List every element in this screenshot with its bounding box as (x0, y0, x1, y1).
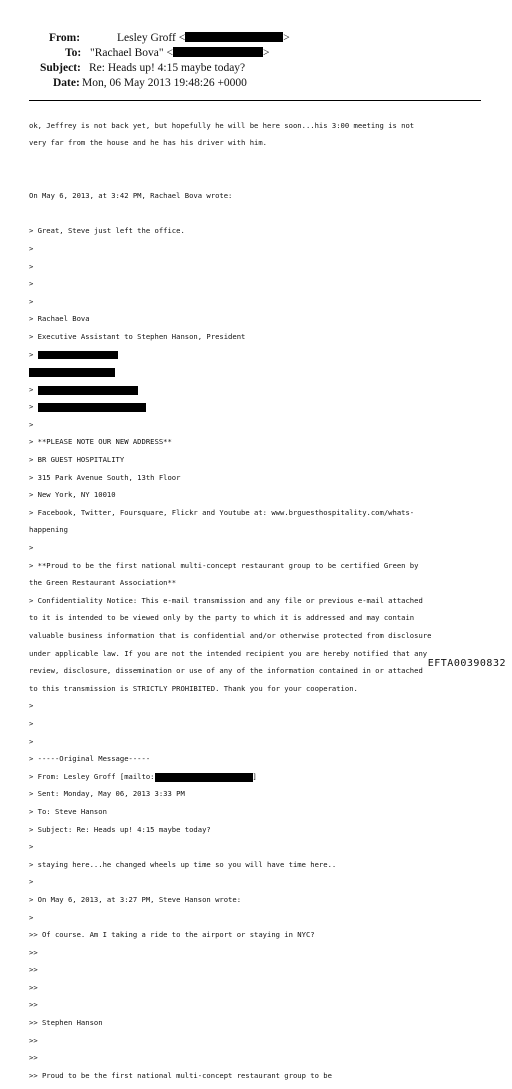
body-line: > New York, NY 10010 (29, 490, 116, 500)
quote-line: > (29, 842, 34, 852)
to-row: To: "Rachael Bova" < > (65, 47, 270, 59)
redaction-block (173, 47, 263, 57)
subject-label: Subject: (40, 62, 81, 74)
body-line: On May 6, 2013, at 3:42 PM, Rachael Bova wrote: (29, 191, 233, 201)
quote-line: >> (29, 965, 38, 975)
quote-line: > (29, 419, 34, 429)
body-line: > Great, Steve just left the office. (29, 226, 185, 236)
quote-line: > (29, 877, 34, 887)
quote-line: >> (29, 1035, 38, 1045)
body-line: very far from the house and he has his driver with him. (29, 138, 267, 148)
redaction-block (38, 403, 146, 412)
quote-line: >> (29, 982, 38, 992)
quote-line: >> (29, 1000, 38, 1010)
quote-line: > (29, 912, 34, 922)
body-line: > -----Original Message----- (29, 754, 151, 764)
body-line: valuable business information that is confidential and/or otherwise protected from disclosure (29, 631, 432, 641)
body-line: happening (29, 525, 68, 535)
quote-line: > (29, 543, 34, 553)
date-row (0, 77, 512, 92)
from-label: From: (49, 32, 81, 44)
body-line: >> Of course. Am I taking a ride to the airport or staying in NYC? (29, 930, 315, 940)
body-line: >> Proud to be the first national multi-concept restaurant group to be (29, 1070, 332, 1080)
document-id: EFTA00390832 (427, 658, 506, 669)
body-line: ok, Jeffrey is not back yet, but hopefully he will be here soon...his 3:00 meeting is not (29, 120, 415, 130)
body-line: > Confidentiality Notice: This e-mail transmission and any file or previous e-mail attached (29, 595, 423, 605)
body-line: to this transmission is STRICTLY PROHIBITED. Thank you for your cooperation. (29, 683, 358, 693)
body-line: > Sent: Monday, May 06, 2013 3:33 PM (29, 789, 185, 799)
quote-line: >> (29, 947, 38, 957)
quote-line: > (29, 279, 34, 289)
redaction-block (38, 351, 118, 360)
body-line: > Executive Assistant to Stephen Hanson, President (29, 331, 246, 341)
body-line: >> Stephen Hanson (29, 1018, 103, 1028)
email-body: ok, Jeffrey is not back yet, but hopefully he will be here soon...his 3:00 meeting is not very far from the house and he has his driver with him. On May 6, 2013, at 3:42 PM, Rachael Bova wrote: > Great, Steve just left the office. > > > > > Rachael Bova > Executive Assistant to Stephen Hanson, President > > > > > **PLEASE NOTE OUR NEW ADDRESS** > BR GUEST HOSPITALITY > 315 Park Avenue South, 13th Floor > New York, NY 10010 > Facebook, Twitter, Foursquare, Flickr and Youtube at: www.brguesthospitality.com/whats- happening > > **Proud to be the first national multi-concept restaurant group to be certified Green by the Green Restaurant Association** > Confidentiality Notice: This e-mail transmission and any file or previous e-mail attached to it is intended to be viewed only by the party to which it is addressed and may contain valuable business information that is confidential and/or otherwise protected from disclosure under applicable law. If you are not the intended recipient you are hereby notified that any review, disclosure, dissemination or use of any of the information contained in or attached to this transmission is STRICTLY PROHIBITED. Thank you for your cooperation. > > > > -----Original Message----- > From: Lesley Groff [mailto: ] > Sent: Monday, May 06, 2013 3:33 PM > To: Steve Hanson > Subject: Re: Heads up! 4:15 maybe today? > > staying here...he changed wheels up time so you will have time here.. > > On May 6, 2013, at 3:27 PM, Steve Hanson wrote: > >> Of course. Am I taking a ride to the airport or staying in NYC? >> >> >> >> >> Stephen Hanson >> >> >> Proud to be the first national multi-concept restaurant group to be (29, 113, 489, 1089)
body-line: > **PLEASE NOTE OUR NEW ADDRESS** (29, 437, 172, 447)
quote-line: > (29, 736, 34, 746)
to-label: To: (65, 47, 82, 59)
quote-line: > (29, 718, 34, 728)
subject-value: Re: Heads up! 4:15 maybe today? (89, 62, 246, 74)
body-line: > Facebook, Twitter, Foursquare, Flickr and Youtube at: www.brguesthospitality.com/whats- (29, 507, 415, 517)
from-row: From: Lesley Groff < > (49, 32, 290, 44)
body-line: > BR GUEST HOSPITALITY (29, 455, 125, 465)
quote-line: > (29, 243, 34, 253)
from-value: Lesley Groff < (117, 32, 186, 44)
body-line: > On May 6, 2013, at 3:27 PM, Steve Hanson wrote: (29, 894, 242, 904)
body-line: the Green Restaurant Association** (29, 578, 177, 588)
body-line: > 315 Park Avenue South, 13th Floor (29, 472, 181, 482)
email-header (0, 32, 512, 92)
date-value: Mon, 06 May 2013 19:48:26 +0000 (82, 77, 247, 89)
body-line: under applicable law. If you are not the intended recipient you are hereby notified that any (29, 648, 428, 658)
redaction-block (29, 368, 115, 377)
redaction-block (155, 773, 253, 782)
redaction-block (185, 32, 283, 42)
body-line: > To: Steve Hanson (29, 806, 107, 816)
subject-row (0, 62, 512, 77)
header-divider (29, 100, 481, 101)
body-line: to it is intended to be viewed only by the party to which it is addressed and may contain (29, 613, 415, 623)
quote-line: > (29, 261, 34, 271)
body-line: > Subject: Re: Heads up! 4:15 maybe today? (29, 824, 211, 834)
to-value: "Rachael Bova" < (90, 47, 173, 59)
quote-line: > (29, 296, 34, 306)
quote-line: >> (29, 1053, 38, 1063)
body-line: > Rachael Bova (29, 314, 90, 324)
body-line: > staying here...he changed wheels up time so you will have time here.. (29, 859, 337, 869)
body-line: > **Proud to be the first national multi-concept restaurant group to be certified Green by (29, 560, 419, 570)
quote-line: > (29, 701, 34, 711)
redaction-block (38, 386, 138, 395)
body-line: review, disclosure, dissemination or use of any of the information contained in or attached (29, 666, 423, 676)
date-label: Date: (53, 77, 80, 89)
